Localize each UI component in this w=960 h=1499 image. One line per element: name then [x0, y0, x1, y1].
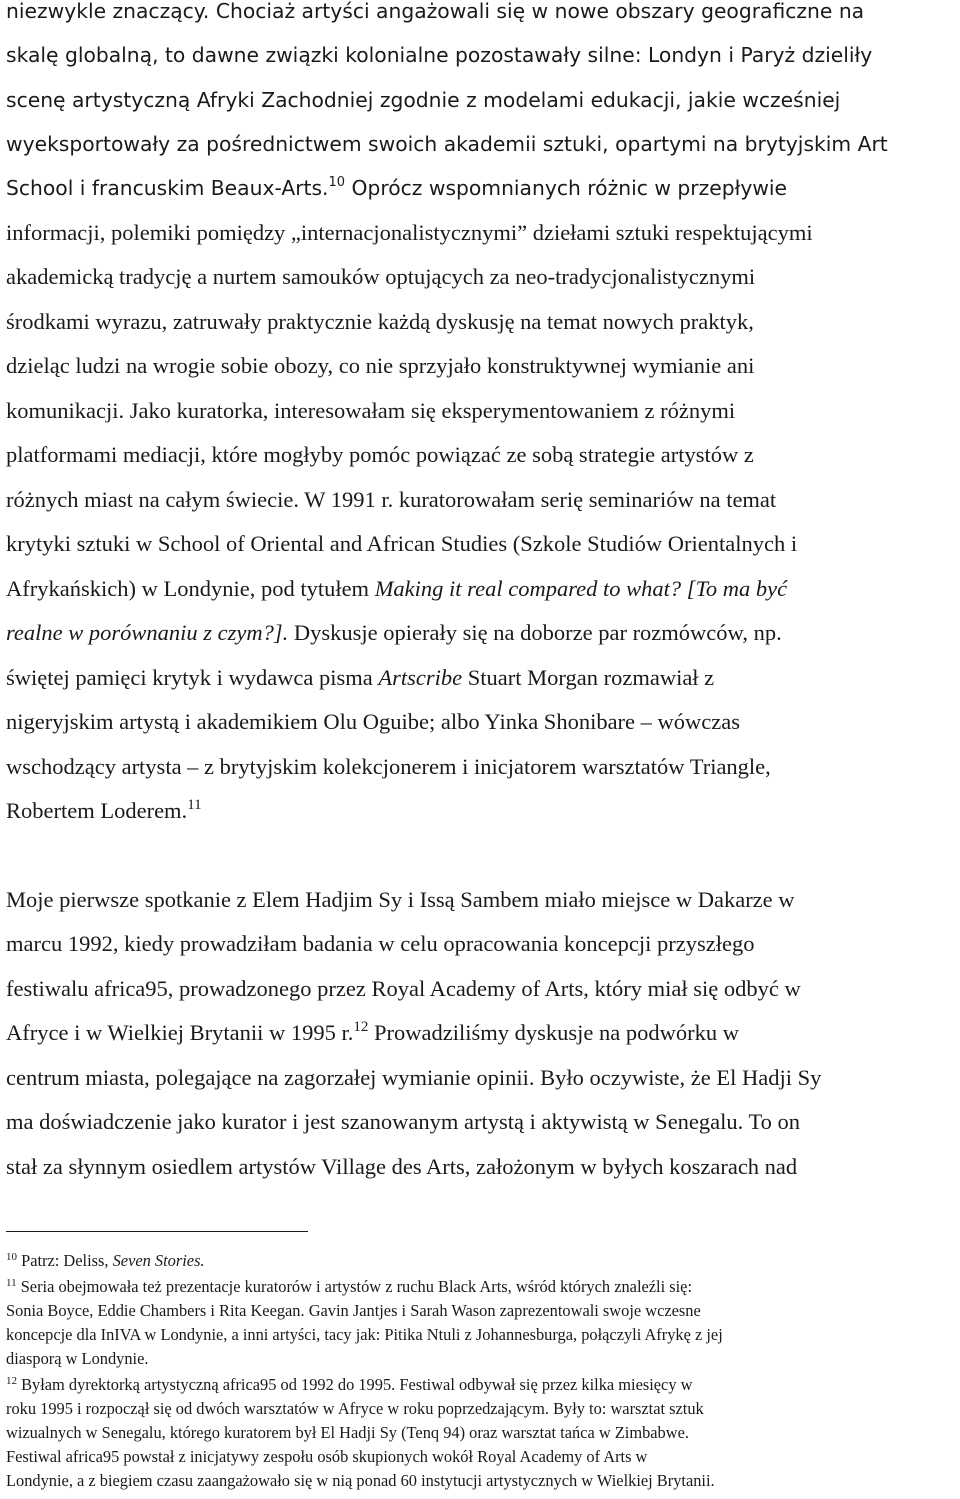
body-text-line: festiwalu africa95, prowadzonego przez Royal Academy of Arts, który miał się odbyć w: [6, 976, 801, 1001]
footnote-line: Festiwal africa95 powstał z inicjatywy zespołu osób skupionych wokół Royal Academy of Arts w: [6, 1447, 648, 1466]
body-text-line: Moje pierwsze spotkanie z Elem Hadjim Sy i Issą Sambem miało miejsce w Dakarze w: [6, 887, 795, 912]
footnote-number: 11: [6, 1277, 17, 1289]
body-text-line: [6, 663, 714, 693]
footnote-text: Patrz: Deliss,: [17, 1251, 113, 1270]
body-text-line: akademicką tradycję a nurtem samouków optujących za neo-tradycjonalistycznymi: [6, 264, 756, 289]
body-text: Afryce i w Wielkiej Brytanii w 1995 r.: [6, 1020, 354, 1045]
body-text: Dyskusje opierały się na doborze par rozmówców, np.: [288, 620, 782, 645]
footnote-10: [6, 1250, 205, 1272]
body-text-line: środkami wyrazu, zatruwały praktycznie każdą dyskusję na temat nowych praktyk,: [6, 309, 754, 334]
body-text-line: ma doświadczenie jako kurator i jest szanowanym artystą i aktywistą w Senegalu. To on: [6, 1109, 801, 1134]
footnote-12: [6, 1374, 692, 1396]
body-text: świętej pamięci krytyk i wydawca pisma: [6, 665, 379, 690]
footnote-line: koncepcje dla InIVA w Londynie, a inni artyści, tacy jak: Pitika Ntuli z Johannesburga, połączyli Afrykę z jej: [6, 1325, 723, 1344]
body-text-line: scenę artystyczną Afryki Zachodniej zgodnie z modelami edukacji, jakie wcześniej: [6, 88, 841, 112]
body-text: Prowadziliśmy dyskusje na podwórku w: [368, 1020, 739, 1045]
body-text: School i francuskim Beaux-Arts.: [6, 176, 329, 200]
body-text-line: wschodzący artysta – z brytyjskim kolekcjonerem i inicjatorem warsztatów Triangle,: [6, 754, 771, 779]
body-text-line: dzieląc ludzi na wrogie sobie obozy, co nie sprzyjało konstruktywnej wymianie ani: [6, 353, 755, 378]
footnote-line: Sonia Boyce, Eddie Chambers i Rita Keegan. Gavin Jantjes i Sarah Wason zaprezentowali swoje wczesne: [6, 1301, 701, 1320]
body-text-line: różnych miast na całym świecie. W 1991 r. kuratorowałam serię seminariów na temat: [6, 487, 777, 512]
body-text-line: centrum miasta, polegające na zagorzałej wymianie opinii. Było oczywiste, że El Hadji Sy: [6, 1065, 822, 1090]
body-text: Stuart Morgan rozmawiał z: [462, 665, 715, 690]
body-text-line: marcu 1992, kiedy prowadziłam badania w celu opracowania koncepcji przyszłego: [6, 931, 755, 956]
footnote-number: 10: [6, 1251, 17, 1263]
footnote-line: Londynie, a z biegiem czasu zaangażowało się w nią ponad 60 instytucji artystycznych w Wielkiej Brytanii.: [6, 1471, 715, 1490]
footnote-ref-10[interactable]: 10: [328, 175, 346, 190]
body-text-line: platformami mediacji, które mogłyby pomóc powiązać ze sobą strategie artystów z: [6, 442, 754, 467]
body-text-line: skalę globalną, to dawne związki kolonialne pozostawały silne: Londyn i Paryż dzieliły: [6, 43, 873, 67]
body-text-line: stał za słynnym osiedlem artystów Village des Arts, założonym w byłych koszarach nad: [6, 1154, 798, 1179]
italic-title: realne w porównaniu z czym?].: [6, 620, 289, 645]
footnote-text: Byłam dyrektorką artystyczną africa95 od 1992 do 1995. Festiwal odbywał się przez kilka miesięcy w: [17, 1375, 693, 1394]
body-text-line: [6, 1018, 739, 1048]
body-text-line: [6, 173, 787, 203]
body-text-line: [6, 796, 202, 826]
footnote-line: roku 1995 i rozpoczął się od dwóch warsztatów w Afryce w roku poprzedzającym. Były to: warsztat sztuk: [6, 1399, 704, 1418]
footnote-separator: [6, 1231, 308, 1232]
footnote-number: 12: [6, 1375, 17, 1387]
body-text: Robertem Loderem.: [6, 798, 188, 823]
body-text-line: niezwykle znaczący. Chociaż artyści angażowali się w nowe obszary geograficzne na: [6, 0, 865, 23]
footnote-11: [6, 1276, 692, 1298]
body-text: Afrykańskich) w Londynie, pod tytułem: [6, 576, 375, 601]
footnote-ref-12[interactable]: 12: [353, 1019, 369, 1035]
body-text-line: nigeryjskim artystą i akademikiem Olu Oguibe; albo Yinka Shonibare – wówczas: [6, 709, 740, 734]
italic-title: Artscribe: [378, 665, 463, 690]
body-text-line: [6, 574, 787, 604]
body-text-line: krytyki sztuki w School of Oriental and African Studies (Szkole Studiów Orientalnych i: [6, 531, 798, 556]
body-text: Oprócz wspomnianych różnic w przepływie: [345, 176, 788, 200]
italic-title: Making it real compared to what? [To ma być: [374, 576, 788, 601]
body-text-line: informacji, polemiki pomiędzy „internacjonalistycznymi” dziełami sztuki respektującymi: [6, 220, 813, 245]
body-text-line: [6, 618, 782, 648]
footnote-line: wizualnych w Senegalu, którego kuratorem był El Hadji Sy (Tenq 94) oraz warsztat tańca w Zimbabwe.: [6, 1423, 689, 1442]
footnote-ref-11[interactable]: 11: [187, 797, 202, 813]
body-text-line: wyeksportowały za pośrednictwem swoich akademii sztuki, opartymi na brytyjskim Art: [6, 132, 888, 156]
footnote-italic: Seven Stories.: [112, 1251, 205, 1270]
footnote-line: diasporą w Londynie.: [6, 1349, 149, 1368]
footnote-text: Seria obejmowała też prezentacje kuratorów i artystów z ruchu Black Arts, wśród których znaleźli się:: [16, 1277, 693, 1296]
body-text-line: komunikacji. Jako kuratorka, interesowałam się eksperymentowaniem z różnymi: [6, 398, 736, 423]
